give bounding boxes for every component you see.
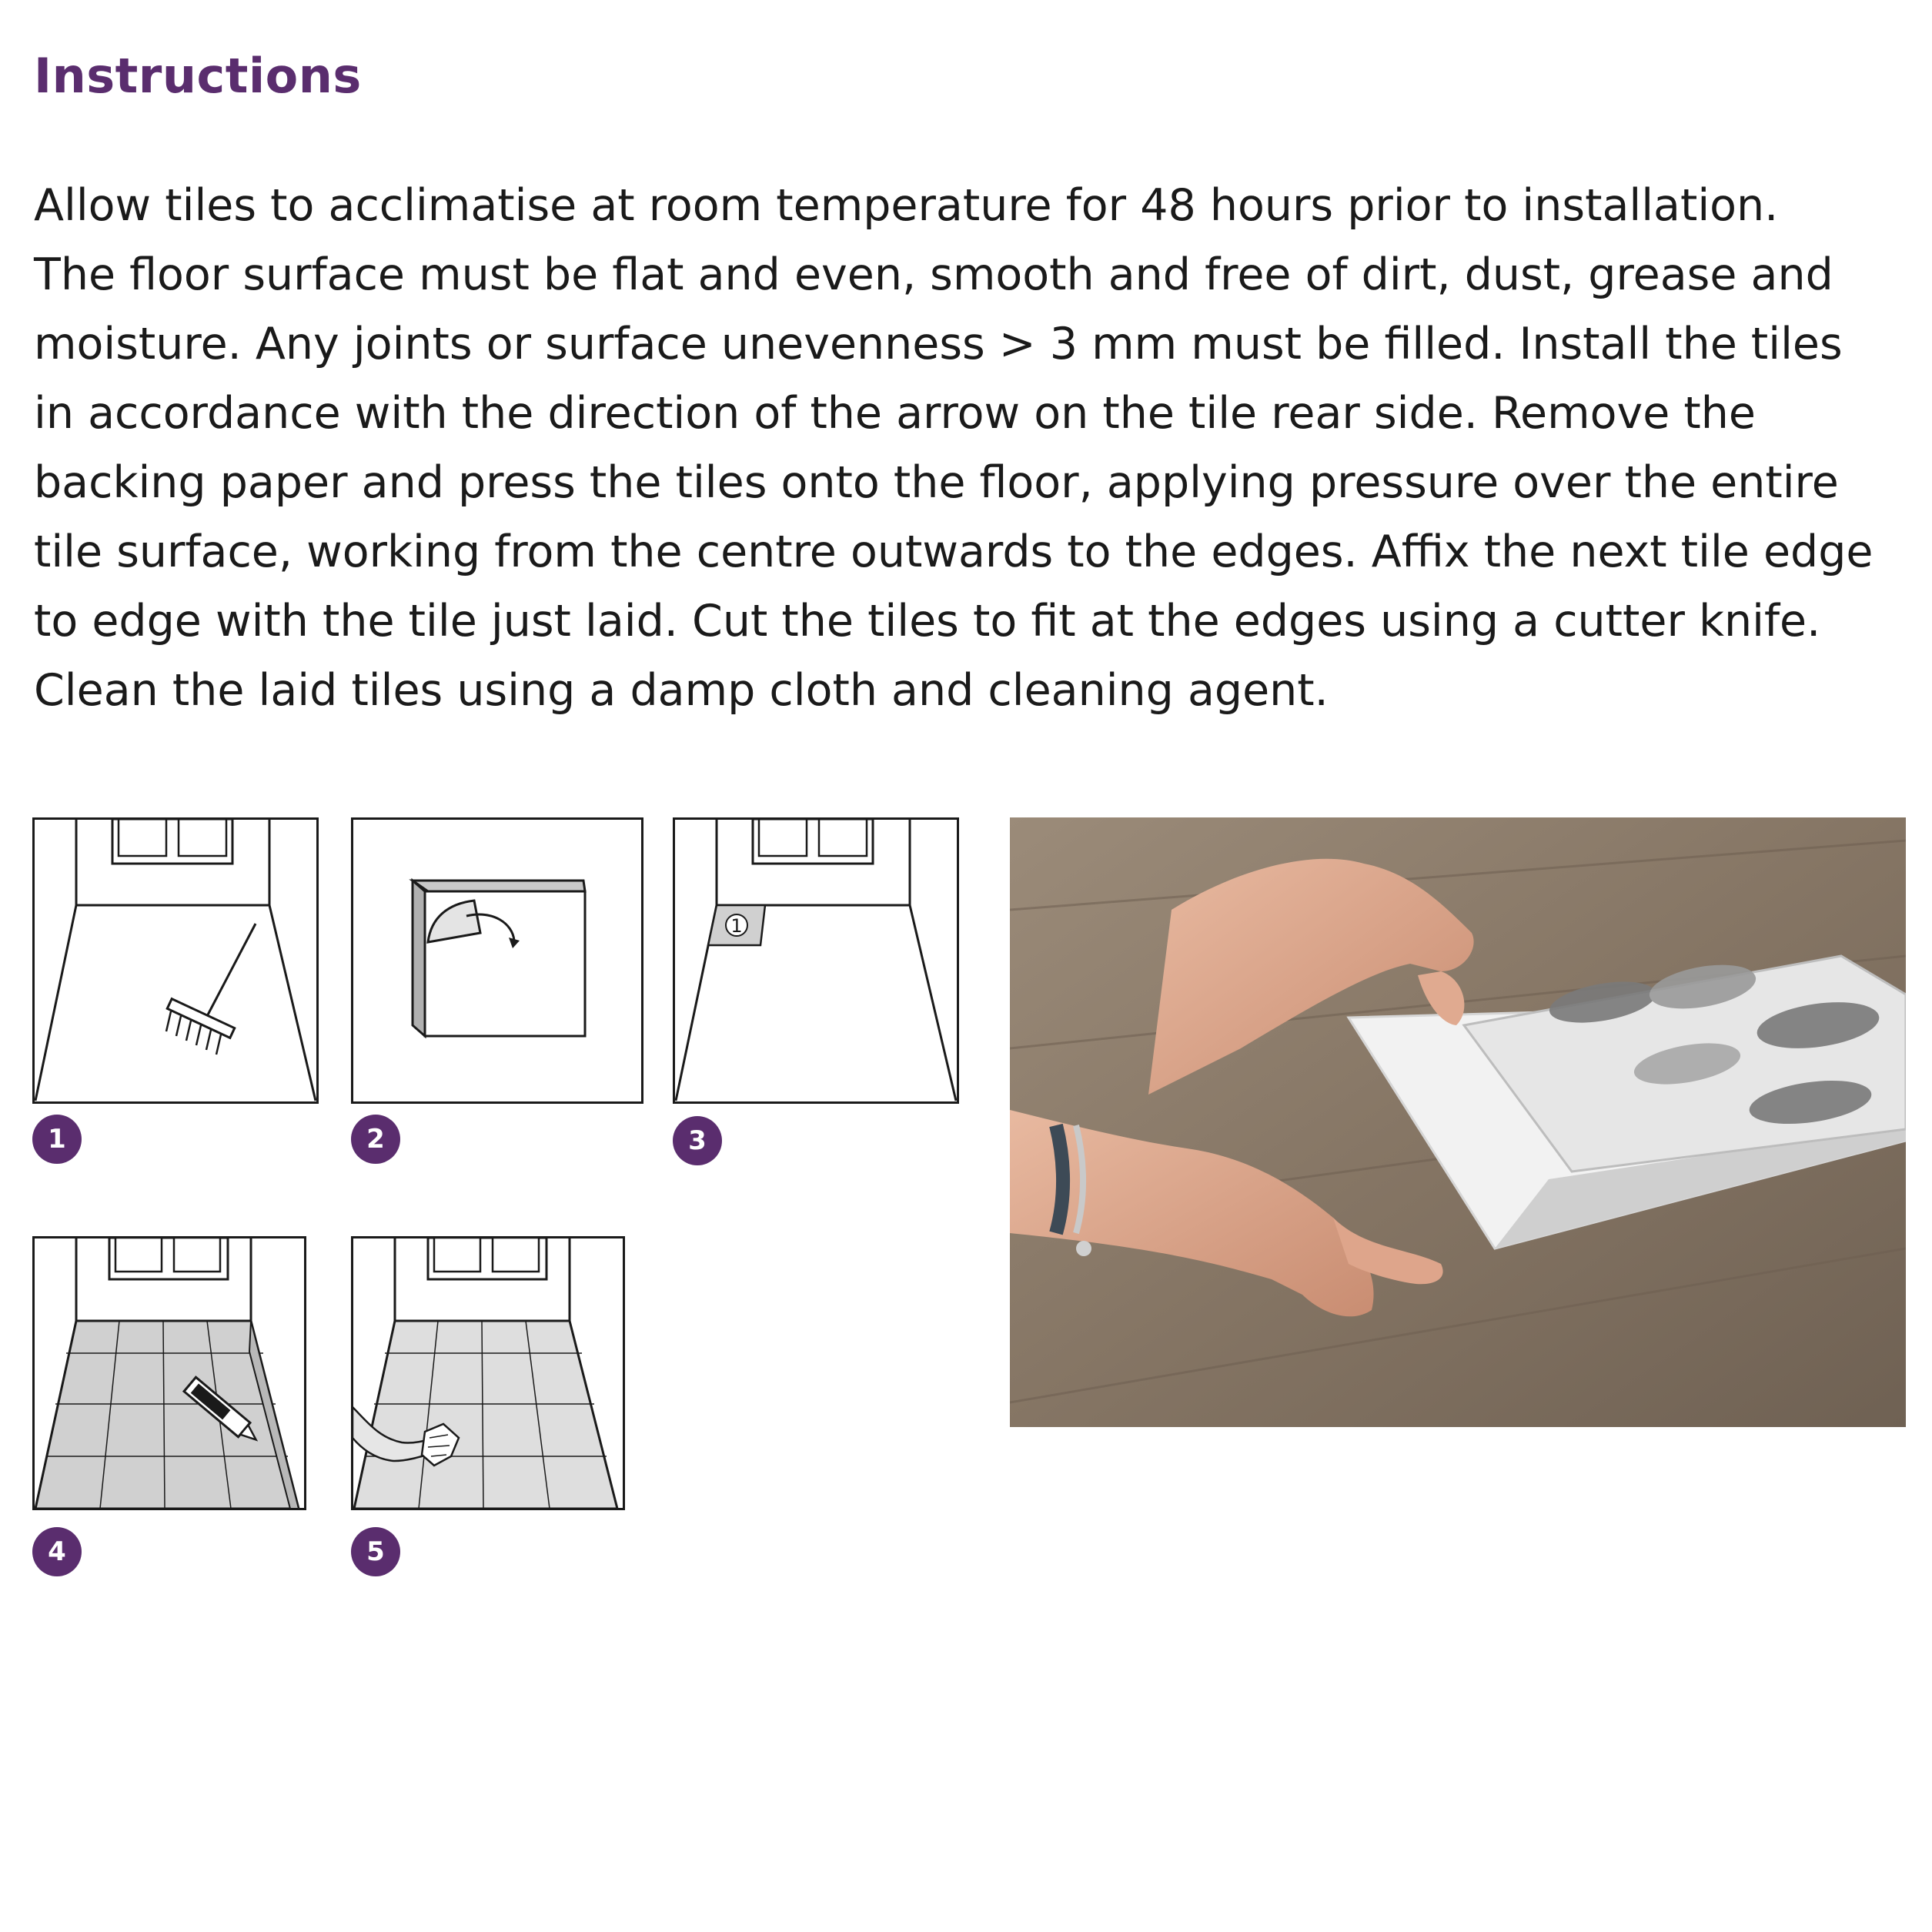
step-2-badge: 2	[351, 1115, 400, 1164]
step-3-badge: 3	[673, 1116, 722, 1165]
step-5-badge: 5	[351, 1527, 400, 1576]
peel-backing-icon	[351, 817, 643, 1104]
cut-tile-knife-icon	[32, 1236, 306, 1510]
instructions-line: Clean the laid tiles using a damp cloth and cleaning agent.	[34, 665, 1329, 716]
instructions-line: in accordance with the direction of the arrow on the tile rear side. Remove the	[34, 388, 1756, 439]
instructions-line: tile surface, working from the centre outwards to the edges. Affix the next tile edge	[34, 526, 1874, 577]
instructions-paragraph	[34, 171, 1912, 725]
instructions-line: backing paper and press the tiles onto the floor, applying pressure over the entire	[34, 457, 1839, 508]
step-3-tile-marker: 1	[730, 915, 743, 937]
hands-peeling-tile-photo	[1010, 817, 1906, 1427]
step-2-illustration	[351, 817, 643, 1104]
photo-scene	[1010, 817, 1906, 1427]
instructions-line: to edge with the tile just laid. Cut the tiles to fit at the edges using a cutter knife.	[34, 596, 1821, 647]
first-tile-corner-icon	[673, 817, 959, 1104]
step-1-illustration	[32, 817, 319, 1104]
step-4-illustration	[32, 1236, 306, 1510]
step-5-illustration	[351, 1236, 625, 1510]
step-4-badge: 4	[32, 1527, 82, 1576]
sweep-floor-icon	[32, 817, 319, 1104]
instructions-line: moisture. Any joints or surface unevenness > 3 mm must be filled. Install the tiles	[34, 319, 1843, 369]
instructions-line: The floor surface must be flat and even, smooth and free of dirt, dust, grease and	[34, 249, 1833, 300]
step-1-badge: 1	[32, 1115, 82, 1164]
page-title: Instructions	[34, 48, 362, 104]
step-3-illustration	[673, 817, 959, 1104]
clean-cloth-icon	[351, 1236, 625, 1510]
instructions-line: Allow tiles to acclimatise at room temperature for 48 hours prior to installation.	[34, 180, 1779, 231]
